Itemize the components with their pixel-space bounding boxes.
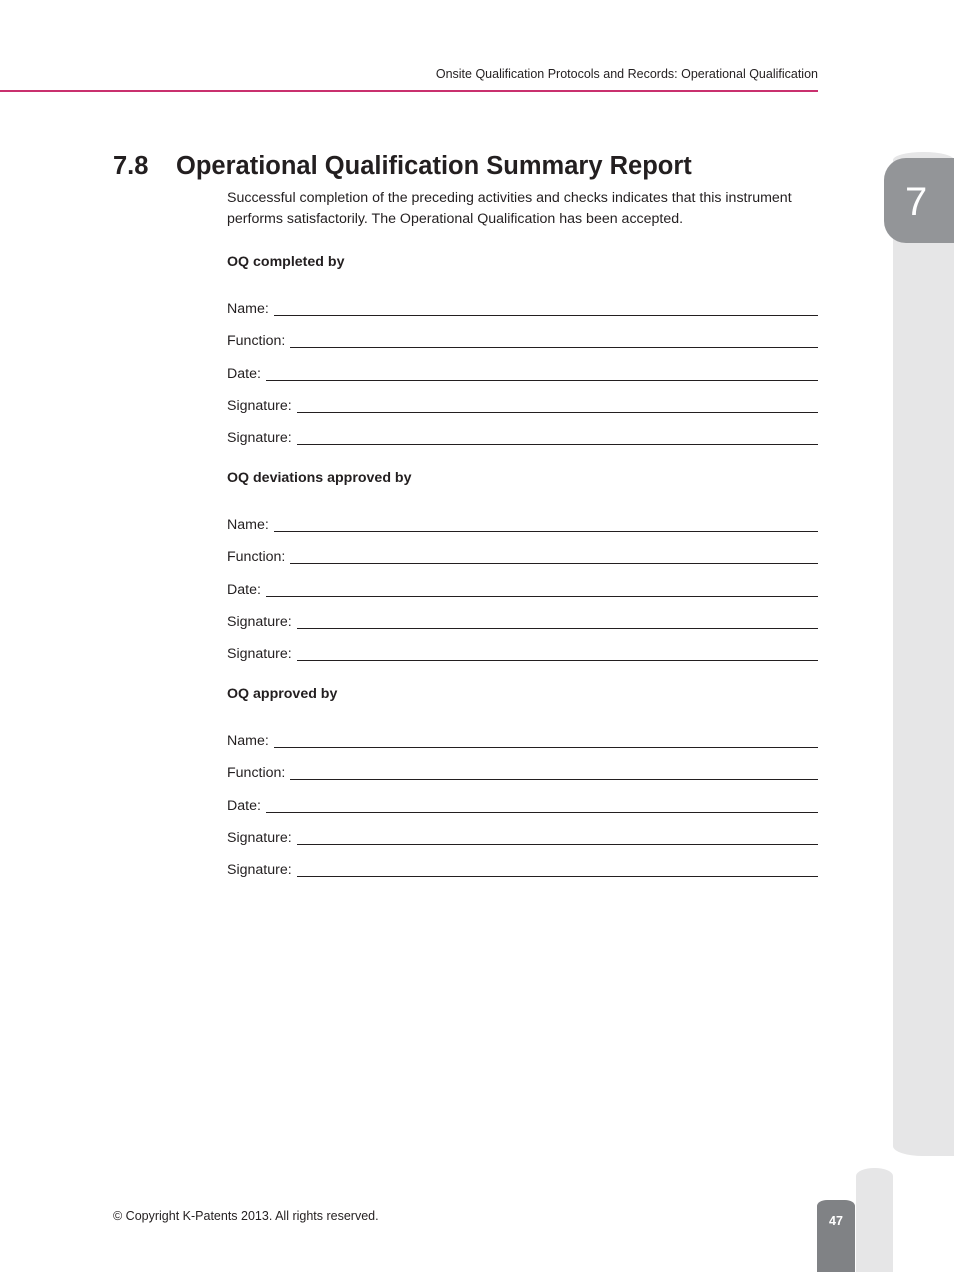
field-label: Name: [227,301,269,318]
blank-fill-line[interactable] [266,798,818,813]
field-label: Signature: [227,829,292,846]
form-field-row [227,599,818,631]
field-label: Date: [227,365,261,382]
field-label: Date: [227,797,261,814]
field-label: Signature: [227,861,292,878]
form-group-title: OQ completed by [227,254,345,270]
form-field-row [227,815,818,847]
chapter-number: 7 [905,180,928,224]
page-tab [817,1200,855,1272]
form-field-row [227,847,818,879]
field-label: Signature: [227,645,292,662]
form-group-oq-approved [227,686,818,879]
form-field-row [227,566,818,598]
form-field-row [227,502,818,534]
field-label: Name: [227,733,269,750]
form-group-oq-deviations-approved [227,470,818,663]
blank-fill-line[interactable] [297,830,818,845]
page-header [0,66,818,92]
form-field-row [227,318,818,350]
field-label: Signature: [227,429,292,446]
form-field-row [227,350,818,382]
intro-paragraph: Successful completion of the preceding activities and checks indicates that this instrument performs satisfactorily. The Operational Qualification has been accepted. [227,190,792,227]
page-number: 47 [829,1214,843,1228]
copyright-notice: © Copyright K-Patents 2013. All rights reserved. [113,1209,379,1223]
section-number: 7.8 [113,152,149,180]
field-label: Date: [227,581,261,598]
form-field-row [227,631,818,663]
form-field-row [227,750,818,782]
blank-fill-line[interactable] [266,582,818,597]
blank-fill-line[interactable] [290,549,818,564]
field-label: Function: [227,333,286,350]
blank-fill-line[interactable] [290,333,818,348]
blank-fill-line[interactable] [290,765,818,780]
form-group-title: OQ approved by [227,686,338,702]
blank-fill-line[interactable] [297,398,818,413]
form-field-row [227,782,818,814]
form-field-row [227,534,818,566]
blank-fill-line[interactable] [266,366,818,381]
blank-fill-line[interactable] [297,614,818,629]
sidebar-band [893,232,954,1156]
field-label: Signature: [227,397,292,414]
form-group-title: OQ deviations approved by [227,470,412,486]
field-label: Function: [227,549,286,566]
blank-fill-line[interactable] [274,733,818,748]
thumb-tab-light [856,1168,893,1272]
form-field-row [227,383,818,415]
blank-fill-line[interactable] [297,430,818,445]
field-label: Signature: [227,613,292,630]
blank-fill-line[interactable] [297,646,818,661]
form-field-row [227,415,818,447]
blank-fill-line[interactable] [274,517,818,532]
blank-fill-line[interactable] [274,301,818,316]
section-title: Operational Qualification Summary Report [176,152,692,180]
field-label: Function: [227,765,286,782]
running-title: Onsite Qualification Protocols and Records: Operational Qualification [435,67,818,81]
section-heading [113,152,692,181]
form-group-oq-completed [227,254,818,447]
field-label: Name: [227,517,269,534]
form-field-row [227,718,818,750]
form-field-row [227,286,818,318]
blank-fill-line[interactable] [297,862,818,877]
